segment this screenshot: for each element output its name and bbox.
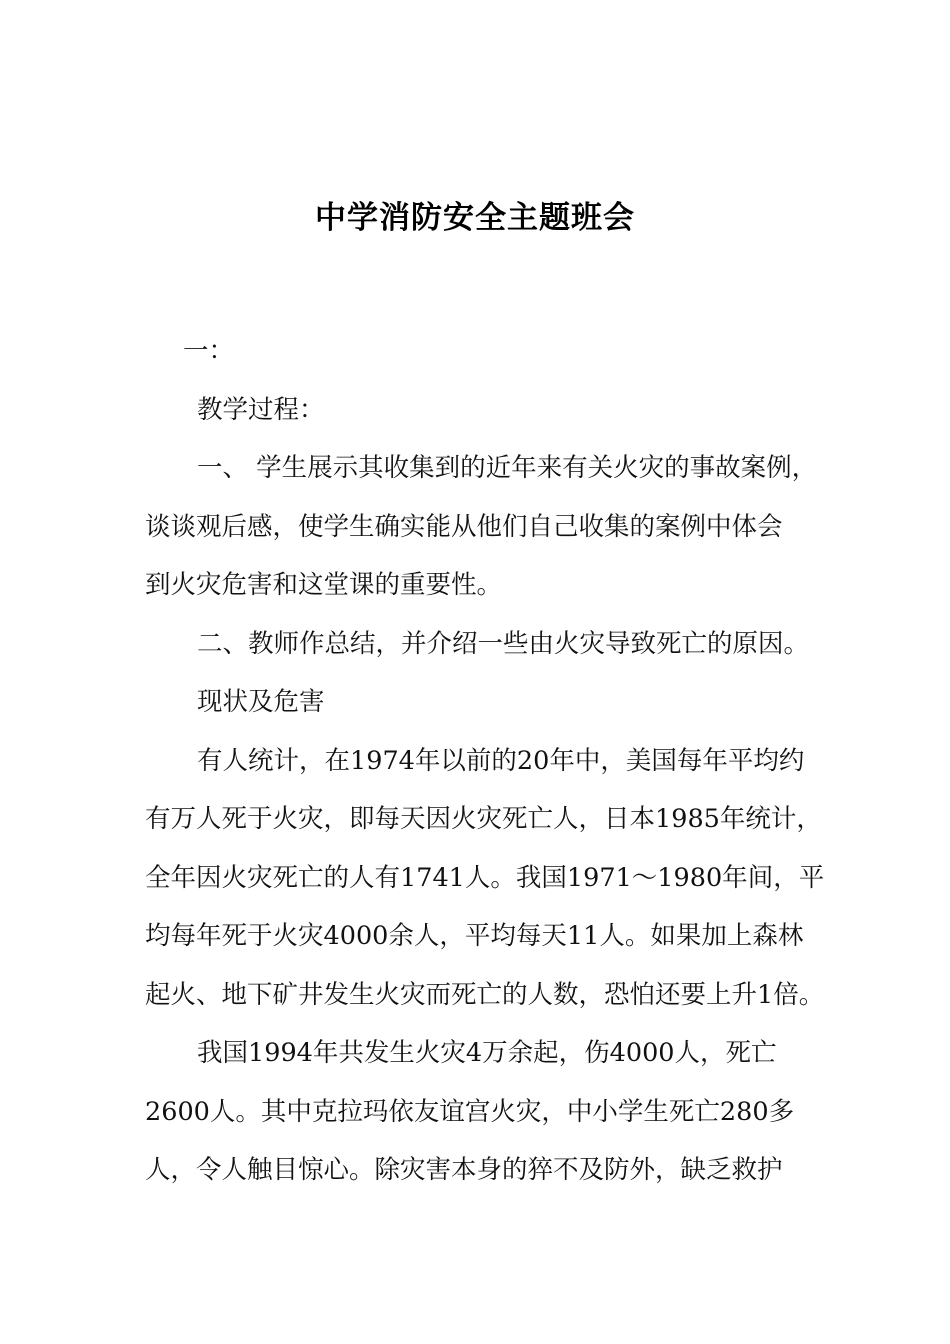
paragraph-line: 现状及危害 [197,687,325,717]
document-body [145,322,835,1200]
paragraph-line: 到火灾危害和这堂课的重要性。 [145,570,503,600]
paragraph-line: 教学过程： [197,394,325,425]
paragraph-line: 有人统计，在1974年以前的20年中，美国每年平均约 [197,745,805,776]
section-heading: 一： [183,336,235,366]
paragraph-line: 有万人死于火灾，即每天因火灾死亡人，日本1985年统计， [145,804,822,834]
paragraph-line: 2600人。其中克拉玛依友谊宫火灾，中小学生死亡280多 [145,1096,795,1127]
paragraph-line: 一、 学生展示其收集到的近年来有关火灾的事故案例， [197,453,818,483]
paragraph-line: 二、教师作总结，并介绍一些由火灾导致死亡的原因。 [197,628,810,659]
paragraph-line: 全年因火灾死亡的人有1741人。我国1971～1980年间，平 [145,862,825,893]
paragraph-line: 谈谈观后感，使学生确实能从他们自己收集的案例中体会 [145,511,783,542]
paragraph-line: 均每年死于火灾4000余人，平均每天11人。如果加上森林 [145,921,804,951]
paragraph-line: 起火、地下矿井发生火灾而死亡的人数，恐怕还要上升1倍。 [145,979,825,1010]
paragraph-line: 人，令人触目惊心。除灾害本身的猝不及防外，缺乏救护 [145,1155,783,1185]
document-title: 中学消防安全主题班会 [315,200,635,236]
paragraph-line: 我国1994年共发生火灾4万余起，伤4000人，死亡 [197,1038,777,1068]
